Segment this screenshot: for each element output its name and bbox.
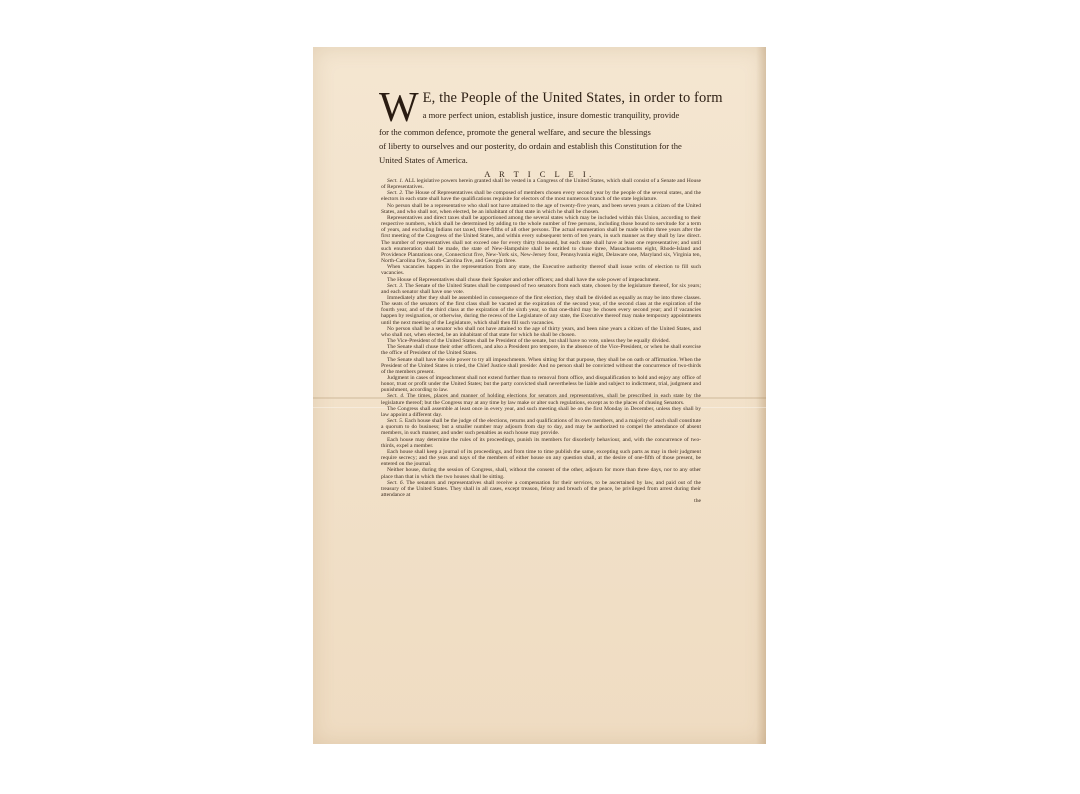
- paragraph-text: Judgment in cases of impeachment shall not extend further than to removal from office, and disqualification to hold and enjoy any office of honor, trust or profit under the United States; but the party convicted shall nevertheless be liable and subject to indictment, trial, judgment and punishment, according to law.: [381, 375, 701, 394]
- paragraph-text: The Congress shall assemble at least once in every year, and such meeting shall be on the first Monday in December, unless they shall by law appoint a different day.: [381, 405, 701, 418]
- paragraph-text: The times, places and manner of holding elections for senators and representatives, shall be prescribed in each state by the legislature thereof; but the Congress may at any time by law make or alter such regulations, except as to the places of chusing Senators.: [381, 393, 701, 406]
- body-paragraph: [381, 357, 701, 375]
- body-paragraph: [381, 418, 701, 436]
- section-marker: Sect. 2.: [387, 190, 404, 197]
- constitution-page: [313, 47, 766, 744]
- paragraph-text: The Vice-President of the United States shall be President of the senate, but shall have no vote, unless they be equally divided.: [387, 338, 670, 345]
- paragraph-text: Each house shall be the judge of the elections, returns and qualifications of its own members, and a majority of each shall constitute a quorum to do business; but a smaller number may adjourn from day to day, and may be authorized to compel the attendance of absent members, in such manner, and under such penalties as each house may provide.: [381, 418, 701, 437]
- body-paragraph: [381, 264, 701, 276]
- section-marker: Sect. 4.: [387, 393, 405, 400]
- preamble-line-2: a more perfect union, establish justice, insure domestic tranquility, provide: [422, 110, 680, 120]
- preamble-line-5: United States of America.: [379, 155, 468, 165]
- paragraph-text: Representatives and direct taxes shall be apportioned among the several states which may be included within this Union, according to their respective numbers, which shall be determined by adding to the whole number of free persons, including those bound to servitude for a term of years, and excluding Indians not taxed, three-fifths of all other persons. The actual enumeration shall be made within three years after the first meeting of the Congress of the United States, and within every subsequent term of ten years, in such manner as they shall by law direct. The number of representatives shall not exceed one for every thirty thousand, but each state shall have at least one representative; and until such enumeration shall be made, the state of New-Hampshire shall be entitled to chuse three, Massachusetts eight, Rhode-Island and Providence Plantations one, Connecticut five, New-York six, New-Jersey four, Pennsylvania eight, Delaware one, Maryland six, Virginia ten, North-Carolina five, South-Carolina five, and Georgia three.: [381, 214, 701, 265]
- section-marker: Sect. 5.: [387, 418, 404, 425]
- paragraph-text: When vacancies happen in the representation from any state, the Executive authority thereof shall issue writs of election to fill such vacancies.: [381, 264, 701, 277]
- preamble: [379, 85, 723, 167]
- paragraph-text: The senators and representatives shall receive a compensation for their services, to be ascertained by law, and paid out of the treasury of the United States. They shall in all cases, except treason, felony and breach of the peace, be privileged from arrest during their attendance at: [381, 479, 701, 498]
- paragraph-text: No person shall be a representative who shall not have attained to the age of twenty-five years, and been seven years a citizen of the United States, and who shall not, when elected, be an inhabitant of that state in which he shall be chosen.: [381, 202, 701, 215]
- page-edge-shadow: [756, 47, 766, 744]
- paragraph-text: The Senate of the United States shall be composed of two senators from each state, chosen by the legislature thereof, for six years; and each senator shall have one vote.: [381, 282, 701, 295]
- body-paragraph: [381, 295, 701, 326]
- body-paragraph: [381, 190, 701, 202]
- paragraph-text: The House of Representatives shall chuse their Speaker and other officers; and shall have the sole power of impeachment.: [387, 276, 661, 283]
- body-paragraph: [381, 344, 701, 356]
- body-paragraph: [381, 467, 701, 479]
- paragraph-text: Each house shall keep a journal of its proceedings, and from time to time publish the same, excepting such parts as may in their judgment require secrecy; and the yeas and nays of the members of either house on any question shall, at the desire of one-fifth of those present, be entered on the journal.: [381, 448, 701, 468]
- catchword: the: [694, 498, 701, 505]
- paragraph-text: The Senate shall chuse their other officers, and also a President pro tempore, in the absence of the Vice-President, or when he shall exercise the office of President of the United States.: [381, 344, 701, 357]
- body-paragraph: [381, 215, 701, 264]
- body-paragraph: [381, 375, 701, 393]
- paragraph-text: ALL legislative powers herein granted shall be vested in a Congress of the United States, which shall consist of a Senate and House of Representatives.: [381, 178, 701, 191]
- paragraph-text: The Senate shall have the sole power to try all impeachments. When sitting for that purpose, they shall be on oath or affirmation. When the President of the United States is tried, the Chief Justice shall preside: And no person shall be convicted without the concurrence of two-thirds of the members present.: [381, 356, 701, 375]
- section-marker: Sect. 3.: [387, 282, 404, 289]
- paragraph-text: The House of Representatives shall be composed of members chosen every second year by the people of the several states, and the electors in each state shall have the qualifications requisite for electors of the most numerous branch of the state legislature.: [381, 190, 702, 203]
- body-paragraph: [381, 393, 701, 405]
- paragraph-text: No person shall be a senator who shall not have attained to the age of thirty years, and been nine years a citizen of the United States, and who shall not, when elected, be an inhabitant of that state for which he shall be chosen.: [381, 325, 701, 338]
- paragraph-text: Neither house, during the session of Congress, shall, without the consent of the other, adjourn for more than three days, nor to any other place than that in which the two houses shall be sitting.: [381, 467, 701, 480]
- preamble-line-4: of liberty to ourselves and our posterity, do ordain and establish this Constitution for the: [379, 141, 682, 151]
- preamble-line-3: for the common defence, promote the general welfare, and secure the blessings: [379, 127, 651, 137]
- drop-cap: W: [379, 85, 419, 131]
- paragraph-text: Immediately after they shall be assembled in consequence of the first election, they shall be divided as equally as may be into three classes. The seats of the senators of the first class shall be vacated at the expiration of the second year, of the second class at the expiration of the fourth year, and of the third class at the expiration of the sixth year, so that one-third may be chosen every second year; and if vacancies happen by resignation, or otherwise, during the recess of the Legislature of any state, the Executive thereof may make temporary appointments until the next meeting of the Legislature, which shall then fill such vacancies.: [381, 294, 701, 326]
- paragraph-text: Each house may determine the rules of its proceedings, punish its members for disorderly behaviour, and, with the concurrence of two-thirds, expel a member.: [381, 436, 701, 449]
- body-paragraph: [381, 480, 701, 498]
- article-body: [381, 178, 701, 504]
- body-paragraph: [381, 326, 701, 338]
- preamble-line-1: E, the People of the United States, in order to form: [422, 90, 723, 106]
- body-paragraph: [381, 437, 701, 449]
- body-paragraph: [381, 449, 701, 467]
- body-paragraph: [381, 406, 701, 418]
- body-paragraph: [381, 178, 701, 190]
- article-heading: A R T I C L E I.: [484, 169, 595, 179]
- body-paragraph: [381, 283, 701, 295]
- section-marker: Sect. 1.: [387, 178, 404, 184]
- section-marker: Sect. 6.: [387, 479, 405, 486]
- body-paragraph: [381, 203, 701, 215]
